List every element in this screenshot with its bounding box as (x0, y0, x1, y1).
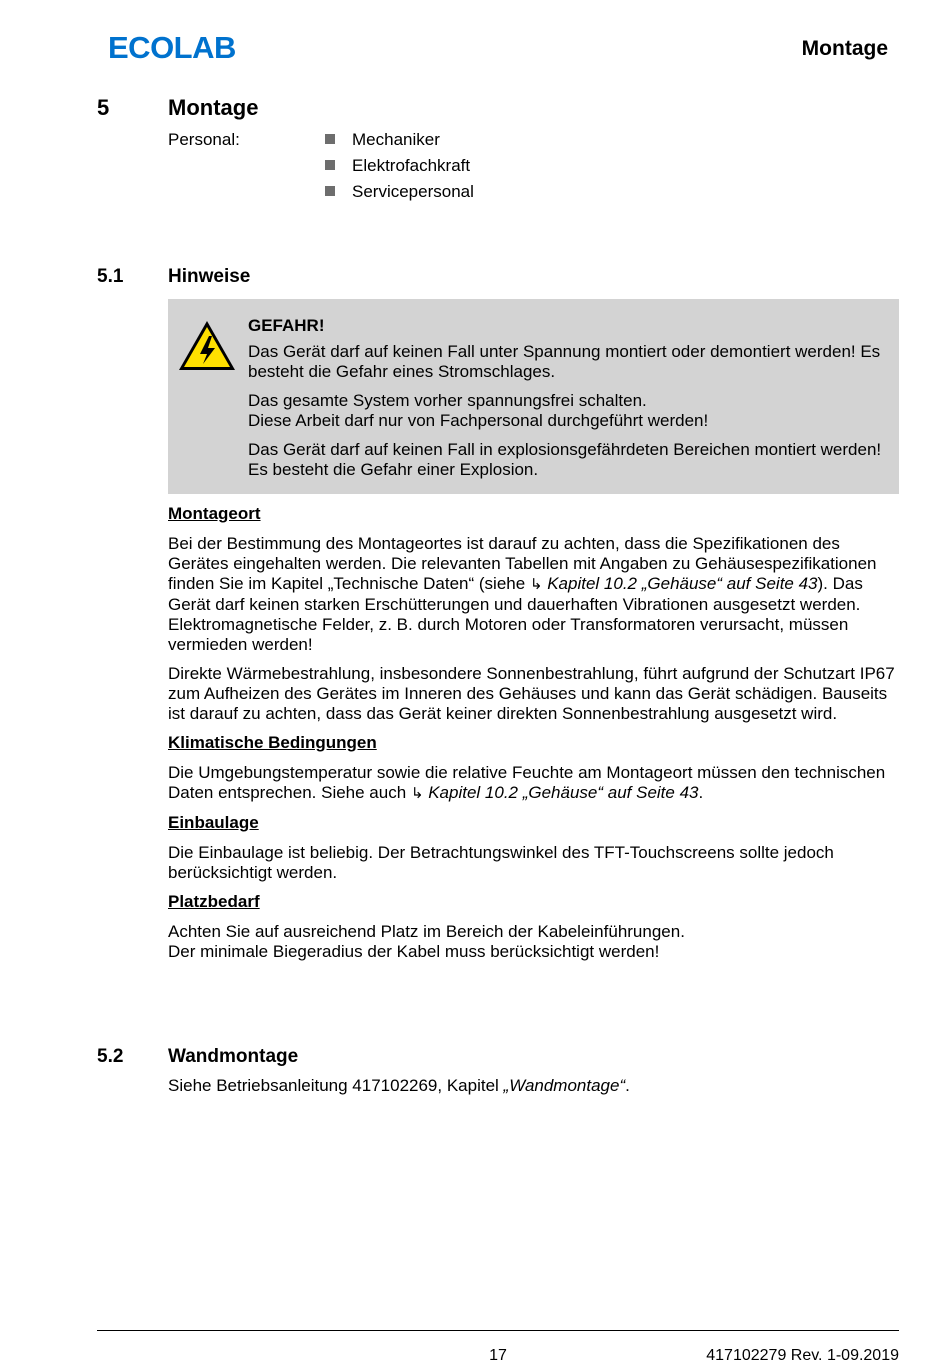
page-number: 17 (489, 1347, 507, 1364)
personnel-list (324, 130, 474, 208)
paragraph (168, 763, 898, 804)
subsection-title: Wandmontage (168, 1046, 299, 1067)
square-bullet-icon (325, 186, 335, 196)
paragraph (168, 922, 898, 962)
warning-line: Diese Arbeit darf nur von Fachpersonal durchgeführt werden! (248, 411, 709, 430)
danger-warning-box (168, 299, 899, 494)
header-title: Montage (801, 37, 888, 60)
document-id: 417102279 Rev. 1-09.2019 (706, 1347, 899, 1364)
list-item (324, 130, 474, 156)
reference-arrow-icon: ↳ (410, 785, 424, 802)
list-item (324, 182, 474, 208)
section-content (168, 504, 898, 971)
warning-paragraph: Das Gerät darf auf keinen Fall in explosionsgefährdeten Bereichen montiert werden! Es besteht die Gefahr einer Explosion. (248, 440, 882, 479)
reference-text: Kapitel 10.2 „Gehäuse“ auf Seite 43 (547, 574, 818, 593)
footer-divider (97, 1330, 899, 1331)
reference-arrow-icon: ↳ (529, 576, 543, 593)
list-item-label: Servicepersonal (352, 182, 474, 201)
chapter-reference-link[interactable] (530, 574, 818, 593)
text-run: . (698, 783, 704, 802)
subsection-number: 5.2 (97, 1046, 124, 1067)
paragraph: Direkte Wärmebestrahlung, insbesondere Sonnenbestrahlung, führt aufgrund der Schutzart IP67 zum Aufheizen des Gerätes im Inneren des Gehäuses und kann das Gerät schädigen. Bauseits ist darauf zu achten, dass das Gerät keiner direkten Sonnenbestrahlung ausgesetzt wird. (168, 664, 895, 723)
logo-text: ECOLAB (108, 30, 236, 64)
text-run: Die Umgebungstemperatur sowie die relative Feuchte am Montageort müssen den technischen Daten entsprechen. Siehe auch (168, 763, 886, 802)
chapter-reference-link[interactable] (411, 783, 699, 802)
list-item-label: Mechaniker (352, 130, 440, 149)
klima-heading: Klimatische Bedingungen (168, 733, 377, 752)
text-run: Bei der Bestimmung des Montageortes ist darauf zu achten, dass die Spezifikationen des Gerätes eingehalten werden. Die relevanten Tabellen mit Angaben zu Gehäusespezifikationen finden Sie im Kapitel „Technische Daten“ (siehe (168, 534, 877, 593)
warning-paragraph: Das Gerät darf auf keinen Fall unter Spannung montiert oder demontiert werden! Es besteht die Gefahr eines Stromschlages. (248, 342, 881, 381)
warning-title: GEFAHR! (248, 316, 325, 335)
platzbedarf-heading: Platzbedarf (168, 892, 260, 911)
high-voltage-warning-icon (176, 318, 238, 374)
warning-paragraph (248, 391, 888, 431)
text-run: Siehe Betriebsanleitung 417102269, Kapitel (168, 1076, 504, 1095)
section-title: Montage (168, 95, 259, 120)
text-run: ). Das Gerät darf keinen starken Erschütterungen und dauerhaften Vibrationen ausgesetzt werden. Elektromagnetische Felder, z. B. durch Motoren oder Transformatoren verursacht, müssen vermieden werden! (168, 574, 863, 654)
text-line: Der minimale Biegeradius der Kabel muss berücksichtigt werden! (168, 942, 660, 961)
list-item-label: Elektrofachkraft (352, 156, 471, 175)
warning-line: Das gesamte System vorher spannungsfrei schalten. (248, 391, 647, 410)
square-bullet-icon (325, 134, 335, 144)
personal-label: Personal: (168, 130, 240, 149)
subsection-title: Hinweise (168, 266, 251, 287)
paragraph (168, 1076, 630, 1096)
list-item (324, 156, 474, 182)
text-run: . (625, 1076, 630, 1095)
text-line: Achten Sie auf ausreichend Platz im Bereich der Kabeleinführungen. (168, 922, 685, 941)
ecolab-logo (108, 30, 256, 64)
einbaulage-heading: Einbaulage (168, 813, 259, 832)
section-number: 5 (97, 95, 110, 120)
chapter-name-emphasis: „Wandmontage“ (503, 1076, 626, 1095)
paragraph (168, 534, 898, 655)
square-bullet-icon (325, 160, 335, 170)
reference-text: Kapitel 10.2 „Gehäuse“ auf Seite 43 (428, 783, 699, 802)
subsection-number: 5.1 (97, 266, 124, 287)
paragraph: Die Einbaulage ist beliebig. Der Betrachtungswinkel des TFT-Touchscreens sollte jedoch berücksichtigt werden. (168, 843, 834, 882)
montageort-heading: Montageort (168, 504, 261, 523)
